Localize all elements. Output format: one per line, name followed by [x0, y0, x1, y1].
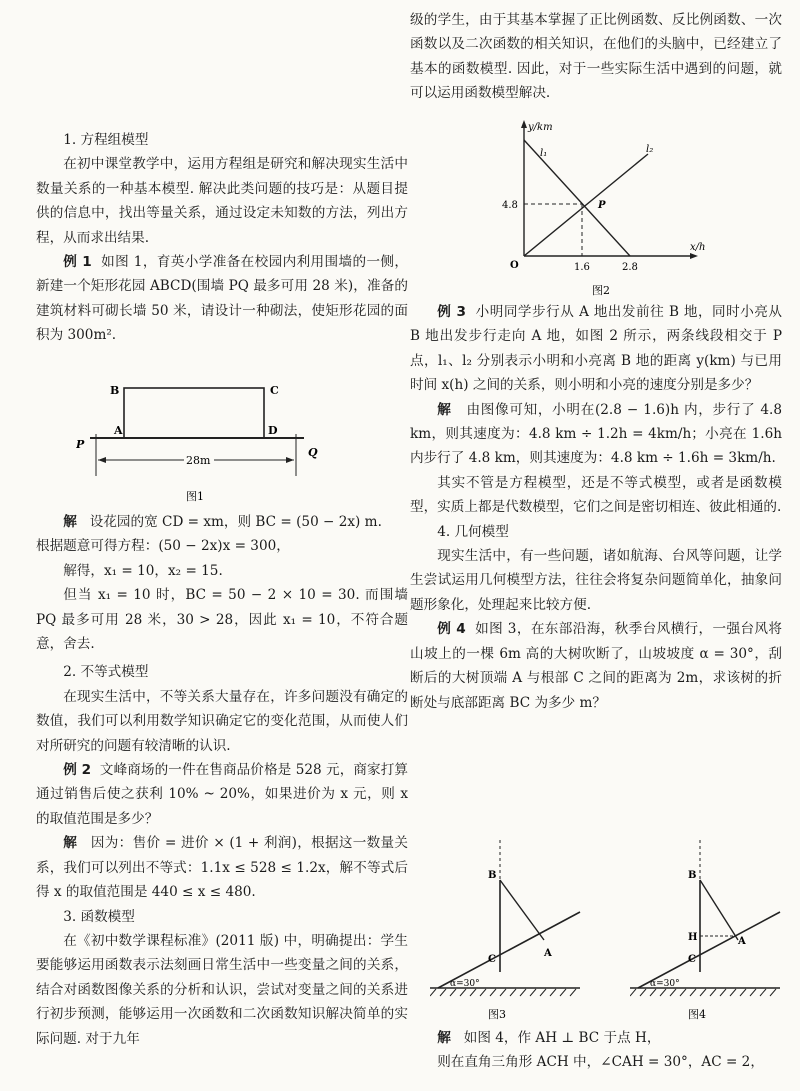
- p-label: P: [598, 200, 606, 211]
- solution-1-paragraph-2: 但当 x₁ = 10 时，BC = 50 − 2 × 10 = 30. 而围墙 PQ 最多可用 28 米，30 > 28，因此 x₁ = 10，不符合题意，舍去.: [36, 587, 408, 653]
- example-4-label: 例 4: [437, 621, 466, 638]
- x-axis-label: x/h: [690, 242, 706, 253]
- figure-2-caption: 图2: [592, 284, 610, 296]
- figure-3: [430, 836, 590, 1022]
- label-a: A: [544, 948, 552, 959]
- section-4-paragraph: 现实生活中，有一些问题，诸如航海、台风等问题，让学生尝试运用几何模型方法，往往会将复杂问题简单化，抽象问题形象化，处理起来比较方便.: [410, 548, 782, 613]
- label-q: Q: [308, 446, 318, 459]
- l2-label: l₂: [646, 144, 654, 155]
- figure-3-caption: 图3: [488, 1008, 506, 1021]
- section-4-title: 4. 几何模型: [437, 523, 509, 540]
- label-p: P: [76, 438, 85, 451]
- x-tick-2-8: 2.8: [622, 262, 638, 273]
- garden-rectangle: [124, 388, 264, 438]
- solution-1-label: 解: [63, 514, 77, 530]
- label-a: A: [738, 936, 746, 947]
- example-2-label: 例 2: [63, 762, 92, 779]
- slope: [638, 912, 780, 988]
- solution-4-line-1: 解 如图 4，作 AH ⊥ BC 于点 H，: [437, 1030, 661, 1046]
- summary-paragraph: 其实不管是方程模型，还是不等式模型，或者是函数模型，实质上都是代数模型，它们之间是密切相连、彼此相通的.: [410, 474, 782, 516]
- solution-2: 解 因为：售价 = 进价 × (1 + 利润)，根据这一数量关系，我们可以列出不等式：1.1x ≤ 528 ≤ 1.2x，解不等式后得 x 的取值范围是 440 ≤ x ≤ 480.: [36, 835, 409, 901]
- solution-1-line-3: 解得，x₁ = 10，x₂ = 15.: [63, 562, 223, 579]
- example-3: 例 3 小明同学步行从 A 地出发前往 B 地，同时小亮从 B 地出发步行走向 A 地，如图 2 所示，两条线段相交于 P 点，l₁、l₂ 分别表示小明和小亮离 B 地的距离 y(km) 与已用时间 x(h) 之间的关系，则小明和小亮的速度分别是多少？: [410, 304, 782, 394]
- width-label: 28m: [186, 454, 211, 467]
- label-b: B: [488, 870, 497, 881]
- figure-1-caption: 图1: [186, 490, 204, 503]
- slope: [438, 912, 580, 988]
- example-2: 例 2 文峰商场的一件在售商品价格是 528 元，商家打算通过销售后使之获利 10% ~ 20%，如果进价为 x 元，则 x 的取值范围是多少？: [36, 762, 408, 827]
- example-1-label: 例 1: [63, 254, 92, 271]
- label-d: D: [268, 424, 278, 437]
- solution-1-line-2: 根据题意可得方程：(50 − 2x)x = 300，: [36, 538, 290, 555]
- label-a: A: [114, 424, 123, 437]
- label-c: C: [688, 954, 696, 965]
- figure-2: [498, 116, 718, 296]
- label-h: H: [688, 932, 698, 943]
- figure-1: [76, 376, 336, 506]
- solution-1-line-1: 解 设花园的宽 CD = xm，则 BC = (50 − 2x) m.: [63, 514, 382, 530]
- solution-4-label: 解: [437, 1030, 451, 1046]
- label-c: C: [488, 954, 496, 965]
- figure-4-caption: 图4: [688, 1008, 706, 1021]
- solution-4-line-2: 则在直角三角形 ACH 中，∠CAH = 30°，AC = 2，: [437, 1054, 764, 1071]
- y-tick-4-8: 4.8: [502, 200, 518, 211]
- example-4: 例 4 如图 3，在东部沿海，秋季台风横行，一强台风将山坡上的一棵 6m 高的大树吹断了，山坡坡度 α = 30°，刮断后的大树顶端 A 与根部 C 之间的距离为 2m，求该树的折断处与底部距离 BC 为多少 m？: [410, 621, 782, 711]
- section-2-paragraph: 在现实生活中，不等关系大量存在，许多问题没有确定的数值，我们可以利用数学知识确定它的变化范围，从而使人们对所研究的问题有较清晰的认识.: [36, 688, 408, 754]
- example-3-label: 例 3: [437, 304, 466, 320]
- figure-4: [630, 836, 790, 1022]
- alpha-label: α=30°: [450, 979, 480, 989]
- origin-label: O: [510, 260, 519, 271]
- solution-3: 解 由图像可知，小明在(2.8 − 1.6)h 内，步行了 4.8 km，则其速度为：4.8 km ÷ 1.2h = 4km/h；小亮在 1.6h 内步行了 4.8 km，则其速度为：4.8 km ÷ 1.6h = 3km/h.: [410, 401, 782, 467]
- section-3-paragraph: 在《初中数学课程标准》(2011 版) 中，明确提出：学生要能够运用函数表示法刻画日常生活中一些变量之间的关系，结合对函数图像关系的分析和认识，尝试对变量之间的关系进行初步预测，能够运用一次函数和二次函数知识解决简单的实际问题. 对于九年: [36, 932, 408, 1047]
- section-3-title: 3. 函数模型: [63, 908, 135, 925]
- x-tick-1-6: 1.6: [574, 262, 590, 273]
- label-b: B: [110, 384, 120, 397]
- example-1: [36, 250, 408, 348]
- solution-3-label: 解: [437, 401, 452, 418]
- l1-label: l₁: [540, 148, 548, 159]
- fallen-top: [700, 880, 738, 940]
- label-c: C: [270, 384, 279, 397]
- section-1-title: 1. 方程组模型: [63, 132, 149, 148]
- continued-paragraph: 级的学生，由于其基本掌握了正比例函数、反比例函数、一次函数以及二次函数的相关知识，在他们的头脑中，已经建立了基本的函数模型. 因此，对于一些实际生活中遇到的问题，就可以运用函数模型解决.: [410, 12, 782, 102]
- y-axis-label: y/km: [528, 122, 553, 133]
- fallen-top: [500, 880, 544, 940]
- solution-2-label: 解: [63, 835, 78, 852]
- alpha-label: α=30°: [650, 979, 680, 989]
- section-1-paragraph: 在初中课堂教学中，运用方程组是研究和解决现实生活中数量关系的一种基本模型. 解决此类问题的技巧是：从题目提供的信息中，找出等量关系，通过设定未知数的方法，列出方程，从而求出结果.: [36, 156, 408, 246]
- example-1-text: 如图 1，育英小学准备在校园内利用围墙的一侧，新建一个矩形花园 ABCD(围墙 PQ 最多可用 28 米)，准备的建筑材料可砌长墙 50 米，请设计一种砌法，使矩形花园的面积为 300m².: [36, 254, 408, 344]
- line-l2: [524, 154, 648, 256]
- label-b: B: [688, 870, 697, 881]
- section-2-title: 2. 不等式模型: [63, 664, 149, 681]
